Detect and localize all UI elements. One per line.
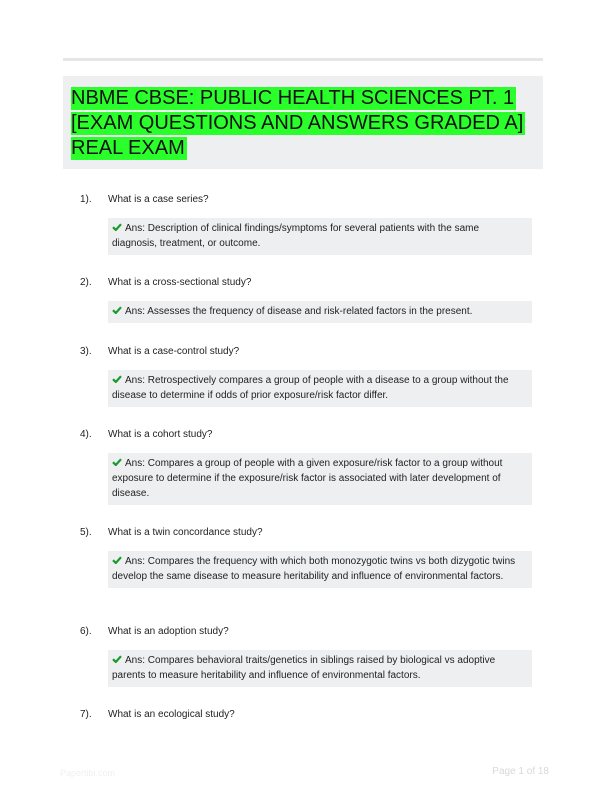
checkmark-icon <box>112 556 122 564</box>
question-number: 2). <box>80 277 92 288</box>
question-number: 3). <box>80 346 92 357</box>
question-number: 5). <box>80 527 92 538</box>
qa-item-2 <box>80 276 540 323</box>
document-title: NBME CBSE: PUBLIC HEALTH SCIENCES PT. 1 [EXAM QUESTIONS AND ANSWERS GRADED A] REAL EXAM <box>71 87 524 159</box>
answer-text: Ans: Compares a group of people with a given exposure/risk factor to a group without exposure to determine if the exposure/risk factor is associated with later development of disease. <box>112 458 503 499</box>
page-number: Page 1 of 18 <box>492 766 549 777</box>
question-text: What is a case series? <box>108 194 209 205</box>
answer-text: Ans: Retrospectively compares a group of people with a disease to a group without the disease to determine if odds of prior exposure/risk factor differ. <box>112 375 509 401</box>
question-number: 4). <box>80 429 92 440</box>
qa-item-6 <box>80 625 540 687</box>
question-text: What is an adoption study? <box>108 626 229 637</box>
checkmark-icon <box>112 223 122 231</box>
question-number: 7). <box>80 709 92 720</box>
question-number: 6). <box>80 626 92 637</box>
answer-box <box>108 650 532 687</box>
answer-text: Ans: Compares behavioral traits/genetics in siblings raised by biological vs adoptive parents to measure heritability and influence of environmental factors. <box>112 655 496 681</box>
qa-item-3 <box>80 345 540 407</box>
qa-item-4 <box>80 428 540 505</box>
answer-box <box>108 218 532 255</box>
answer-box <box>108 551 532 588</box>
question-number: 1). <box>80 194 92 205</box>
qa-item-1 <box>80 193 540 255</box>
question-text: What is a case-control study? <box>108 346 240 357</box>
answer-text: Ans: Description of clinical findings/symptoms for several patients with the same diagnosis, treatment, or outcome. <box>112 223 480 249</box>
answer-box <box>108 453 532 505</box>
question-text: What is a cohort study? <box>108 429 213 440</box>
qa-item-5 <box>80 526 540 588</box>
qa-item-7 <box>80 708 540 722</box>
checkmark-icon <box>112 306 122 314</box>
checkmark-icon <box>112 375 122 383</box>
answer-box <box>108 370 532 407</box>
question-text: What is a cross-sectional study? <box>108 277 252 288</box>
question-text: What is a twin concordance study? <box>108 527 263 538</box>
answer-box <box>108 301 532 323</box>
answer-text: Ans: Assesses the frequency of disease and risk-related factors in the present. <box>125 306 473 317</box>
top-divider <box>63 58 543 61</box>
answer-text: Ans: Compares the frequency with which both monozygotic twins vs both dizygotic twins develop the same disease to measure heritability and influence of environmental factors. <box>112 556 516 582</box>
question-text: What is an ecological study? <box>108 709 235 720</box>
checkmark-icon <box>112 458 122 466</box>
checkmark-icon <box>112 655 122 663</box>
footer-watermark: Papertibi.com <box>60 768 116 778</box>
